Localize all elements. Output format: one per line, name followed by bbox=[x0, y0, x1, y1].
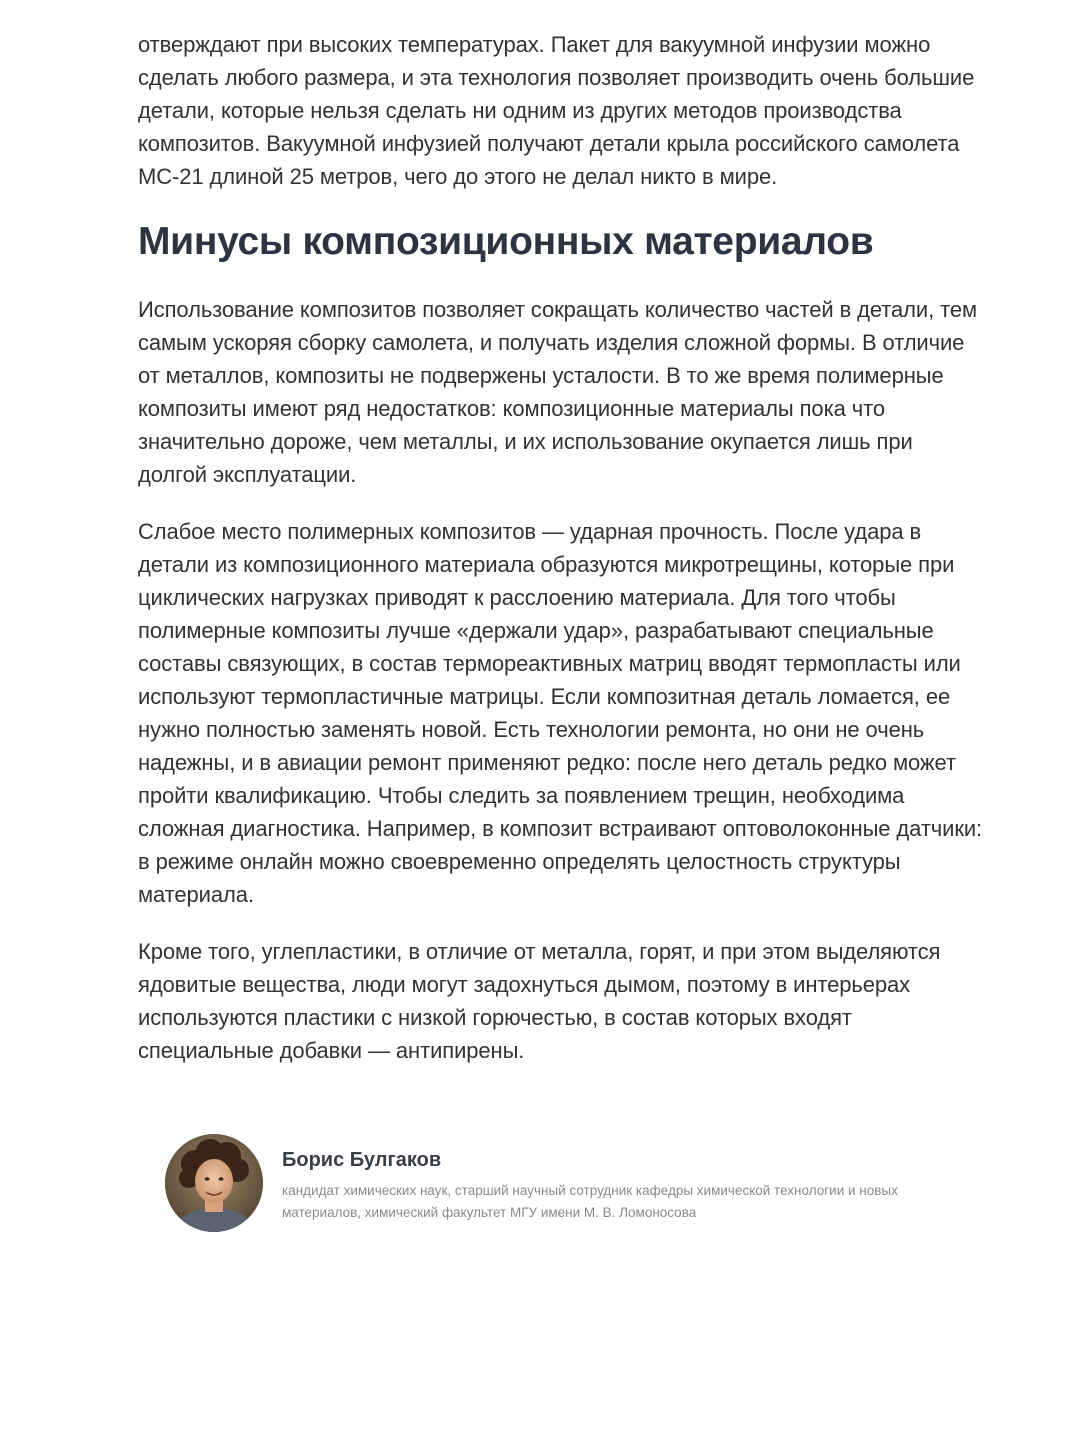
author-name: Борис Булгаков bbox=[282, 1149, 442, 1171]
paragraph-1: Использование композитов позволяет сокращать количество частей в детали, тем самым ускоряя сборку самолета, и получать изделия сложной формы. В отличие от металлов, композиты не подвержены усталости. В то же время полимерные композиты имеют ряд недостатков: композиционные материалы пока что значительно дороже, чем металлы, и их использование окупается лишь при долгой эксплуатации. bbox=[138, 297, 978, 487]
article-body bbox=[138, 28, 983, 1067]
intro-paragraph: отверждают при высоких температурах. Пакет для вакуумной инфузии можно сделать любого размера, и эта технология позволяет производить очень большие детали, которые нельзя сделать ни одним из других методов производства композитов. Вакуумной инфузией получают детали крыла российского самолета МС-21 длиной 25 метров, чего до этого не делал никто в мире. bbox=[138, 32, 975, 189]
paragraph-3: Кроме того, углепластики, в отличие от металла, горят, и при этом выделяются ядовитые вещества, люди могут задохнуться дымом, поэтому в интерьерах используются пластики с низкой горючестью, в состав которых входят специальные добавки — антипирены. bbox=[138, 939, 941, 1063]
author-card bbox=[165, 1134, 945, 1234]
author-avatar bbox=[165, 1134, 263, 1232]
section-heading: Минусы композиционных материалов bbox=[138, 220, 874, 263]
author-portrait-icon bbox=[165, 1134, 263, 1232]
author-bio: кандидат химических наук, старший научный сотрудник кафедры химической технологии и новых материалов, химический факультет МГУ имени М. В. Ломоносова bbox=[282, 1183, 898, 1220]
paragraph-2: Слабое место полимерных композитов — ударная прочность. После удара в детали из композиционного материала образуются микротрещины, которые при циклических нагрузках приводят к расслоению материала. Для того чтобы полимерные композиты лучше «держали удар», разрабатывают специальные составы связующих, в состав термореактивных матриц вводят термопласты или используют термопластичные матрицы. Если композитная деталь ломается, ее нужно полностью заменять новой. Есть технологии ремонта, но они не очень надежны, и в авиации ремонт применяют редко: после него деталь редко может пройти квалификацию. Чтобы следить за появлением трещин, необходима сложная диагностика. Например, в композит встраивают оптоволоконные датчики: в режиме онлайн можно своевременно определять целостность структуры материала. bbox=[138, 519, 983, 907]
